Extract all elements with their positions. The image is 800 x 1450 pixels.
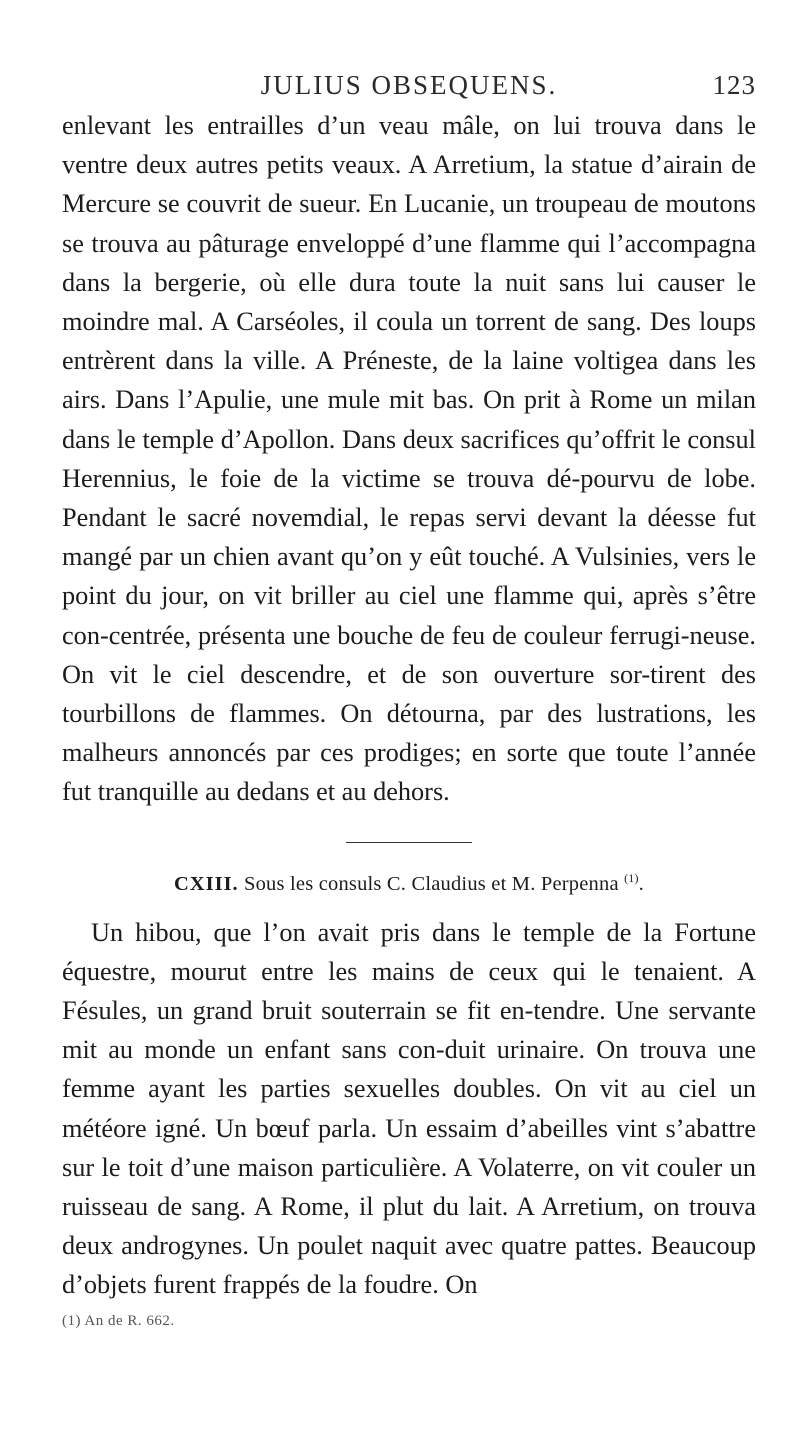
footnote: (1) An de R. 662. [62, 1312, 175, 1329]
running-head [62, 70, 756, 106]
book-page [62, 70, 756, 1330]
section-divider [346, 842, 472, 843]
running-title: JULIUS OBSEQUENS. [260, 70, 558, 100]
section-number: CXIII. [174, 872, 239, 895]
body-paragraph-1: enlevant les entrailles d’un veau mâle, on lui trouva dans le ventre deux autres petits veaux. A Arretium, la statue d’airain de Mercure se couvrit de sueur. En Lucanie, un troupeau de moutons se trouva au pâturage enveloppé d’une flamme qui l’accompagna dans la bergerie, où elle dura toute la nuit sans lui causer le moindre mal. A Carséoles, il coula un torrent de sang. Des loups entrèrent dans la ville. A Préneste, de la laine voltigea dans les airs. Dans l’Apulie, une mule mit bas. On prit à Rome un milan dans le temple d’Apollon. Dans deux sacrifices qu’offrit le consul Herennius, le foie de la victime se trouva dé-pourvu de lobe. Pendant le sacré novemdial, le repas servi devant la déesse fut mangé par un chien avant qu’on y eût touché. A Vulsinies, vers le point du jour, on vit briller au ciel une flamme qui, après s’être con-centrée, présenta une bouche de feu de couleur ferrugi-neuse. On vit le ciel descendre, et de son ouverture sor-tirent des tourbillons de flammes. On détourna, par des lustrations, les malheurs annoncés par ces prodiges; en sorte que toute l’année fut tranquille au dedans et au dehors. [62, 111, 756, 807]
section-title: Sous les consuls C. Claudius et M. Perpenna [244, 872, 619, 895]
footnote-reference: (1) [624, 870, 639, 885]
body-paragraph-2: Un hibou, que l’on avait pris dans le temple de la Fortune équestre, mourut entre les mains de ceux qui le tenaient. A Fésules, un grand bruit souterrain se fit en-tendre. Une servante mit au monde un enfant sans con-duit urinaire. On trouva une femme ayant les parties sexuelles doubles. On vit au ciel un météore igné. Un bœuf parla. Un essaim d’abeilles vint s’abattre sur le toit d’une maison particulière. A Volaterre, on vit couler un ruisseau de sang. A Rome, il plut du lait. A Arretium, on trouva deux androgynes. Un poulet naquit avec quatre pattes. Beaucoup d’objets furent frappés de la foudre. On [62, 917, 756, 1300]
page-number: 123 [712, 70, 756, 100]
section-heading: CXIII. Sous les consuls C. Claudius et M. Perpenna $^{(1)}$. [174, 870, 644, 895]
